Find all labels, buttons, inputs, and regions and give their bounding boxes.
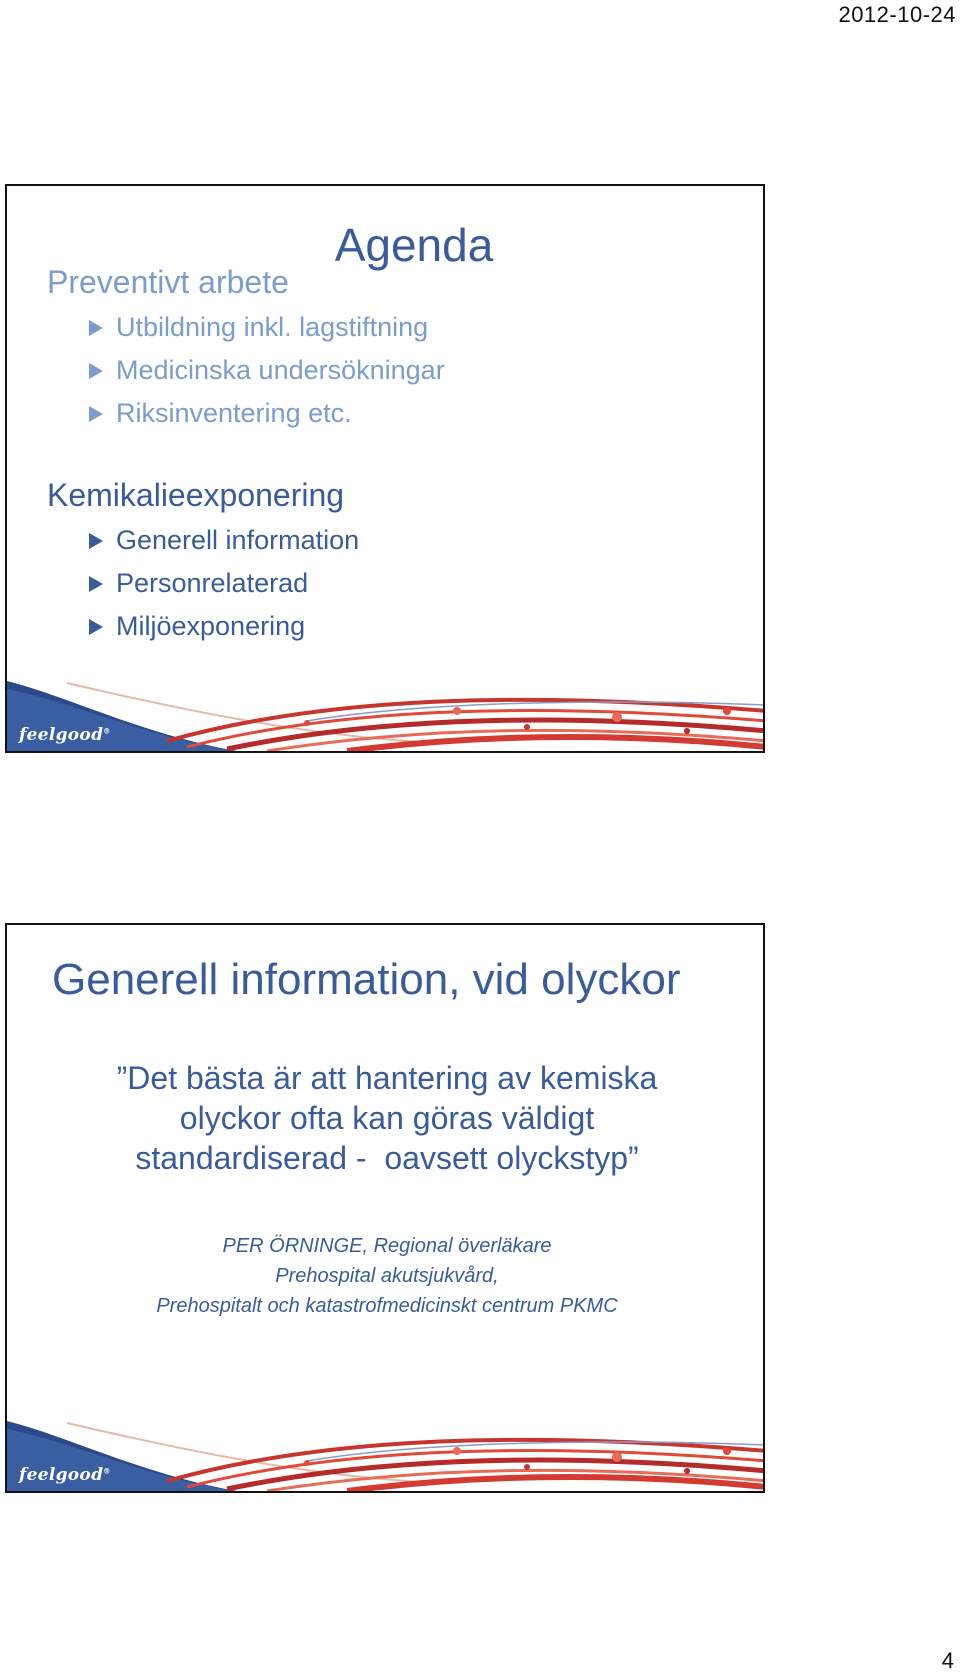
bullet-text: Utbildning inkl. lagstiftning [116,312,429,342]
slide-title: Generell information, vid olyckor [52,955,681,1004]
bullet-arrow-icon [89,619,103,635]
quote-block [7,1058,765,1178]
section-heading: Preventivt arbete [47,264,289,300]
slide-agenda [5,184,765,753]
bullet-item [89,349,445,392]
slide-title-text: Agenda [334,219,494,271]
credit-line: Prehospitalt och katastrofmedicinskt centrum PKMC [156,1295,618,1317]
bullet-list [47,306,445,435]
section-preventive [47,262,445,435]
bullet-arrow-icon [89,406,103,422]
feelgood-logo: feelgood® [19,725,111,745]
bullet-arrow-icon [89,533,103,549]
bullet-item [89,562,359,605]
bullet-text: Miljöexponering [116,611,306,641]
bullet-list [47,519,359,648]
bullet-text: Generell information [116,525,360,555]
page-number: 4 [941,1648,954,1673]
header-date: 2012-10-24 [838,2,956,27]
bullet-arrow-icon [89,576,103,592]
bullet-item [89,605,359,648]
credit-line: PER ÖRNINGE, Regional överläkare [222,1235,552,1257]
slide-general-information [5,923,765,1493]
bullet-item [89,392,445,435]
bullet-arrow-icon [89,363,103,379]
credit-line: Prehospital akutsjukvård, [275,1265,499,1287]
bullet-arrow-icon [89,320,103,336]
footer-wave-graphic [7,681,765,751]
bullet-text: Personrelaterad [116,568,309,598]
bullet-text: Medicinska undersökningar [116,355,445,385]
section-heading: Kemikalieexponering [47,477,345,513]
bullet-item [89,519,359,562]
quote-line: standardiserad - oavsett olyckstyp” [135,1140,639,1176]
logo-text: feelgood [19,1465,104,1485]
logo-text: feelgood [19,725,104,745]
credit-block [7,1231,765,1321]
footer-wave-graphic [7,1421,765,1491]
quote-line: ”Det bästa är att hantering av kemiska [116,1060,658,1096]
section-chemical-exposure [47,475,359,648]
bullet-item [89,306,445,349]
feelgood-logo: feelgood® [19,1465,111,1485]
quote-line: olyckor ofta kan göras väldigt [179,1100,595,1136]
bullet-text: Riksinventering etc. [116,398,352,428]
